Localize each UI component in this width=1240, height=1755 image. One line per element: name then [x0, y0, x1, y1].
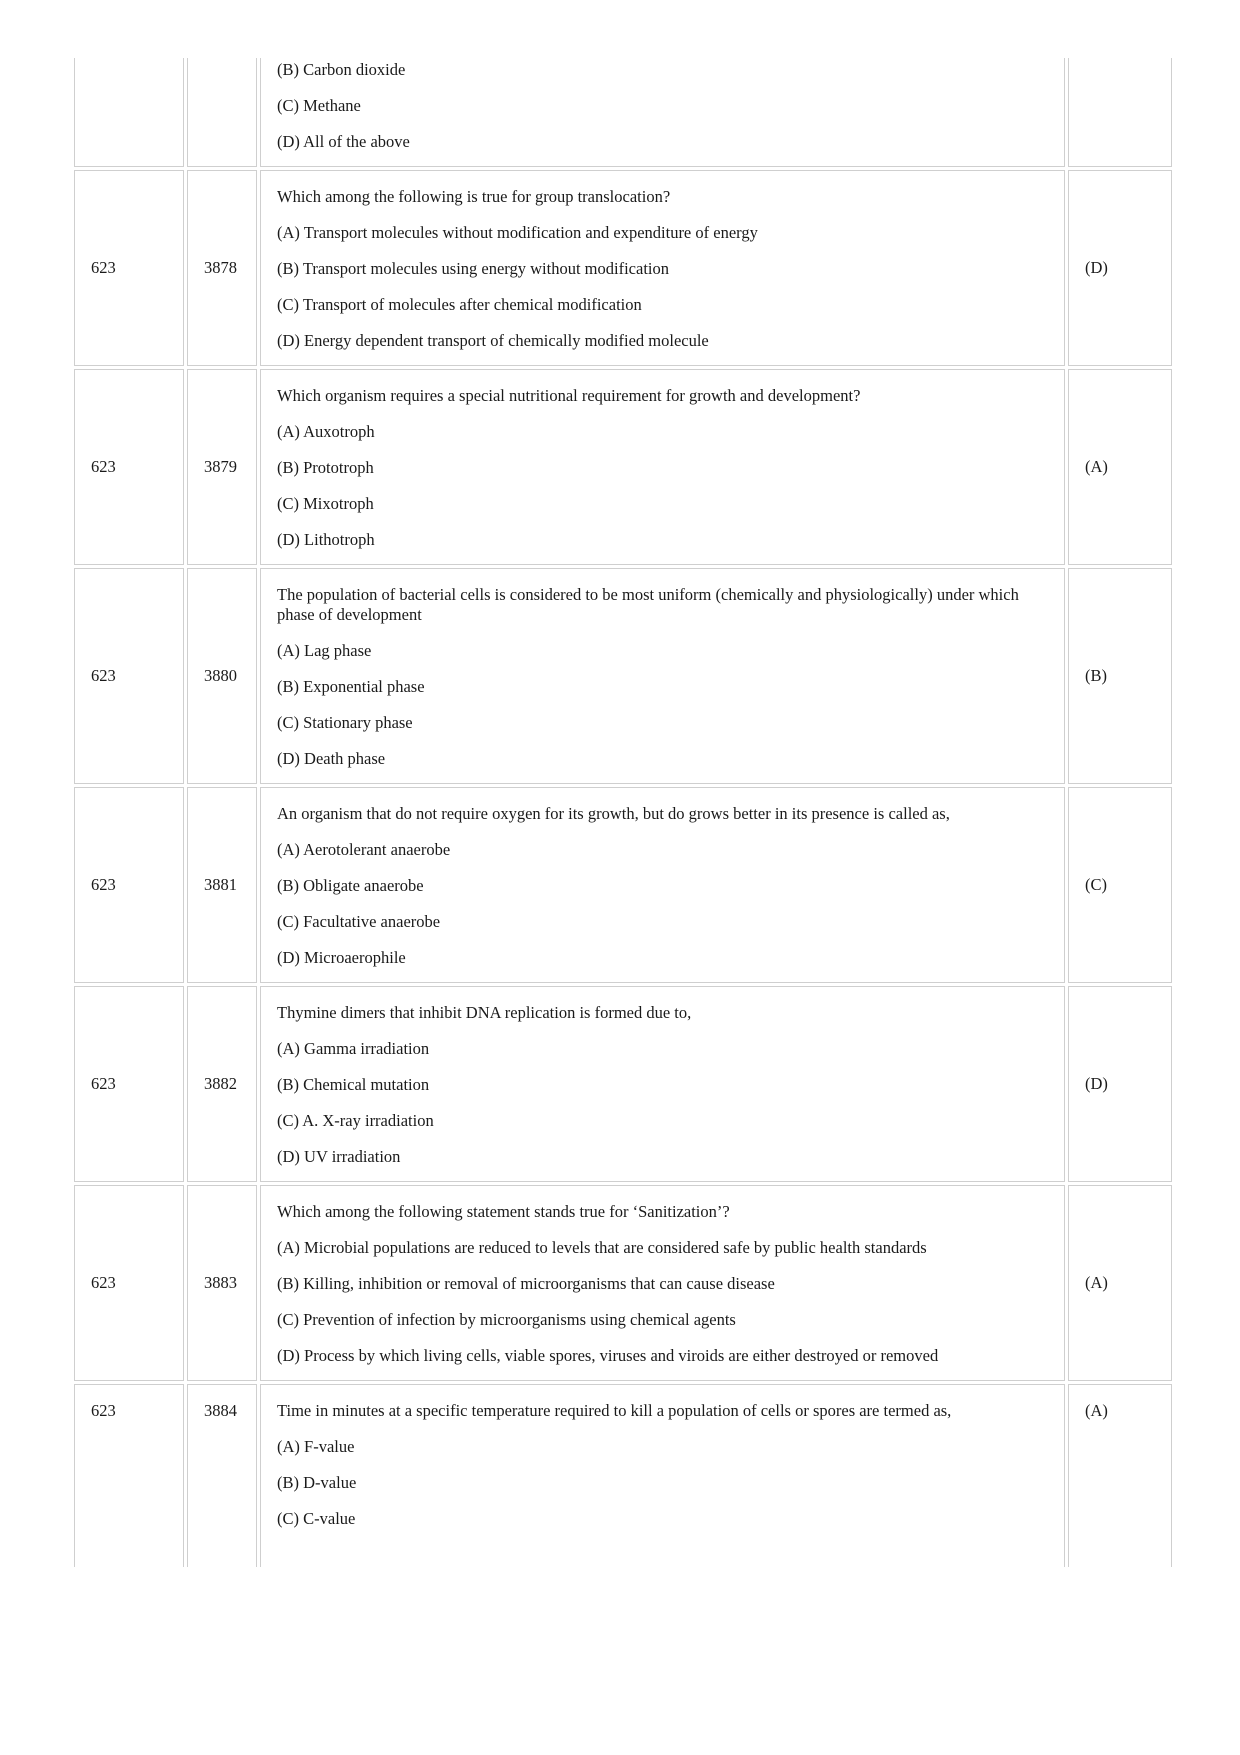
answer-cell: (D): [1068, 170, 1172, 366]
option-text: (B) Prototroph: [277, 458, 374, 477]
option-text: (D) UV irradiation: [277, 1147, 401, 1166]
question-text: Which among the following is true for group translocation?: [277, 187, 671, 206]
table-row: [74, 986, 1172, 1182]
question-number-cell: 3882: [187, 986, 257, 1182]
option-text: (C) C-value: [277, 1509, 356, 1528]
table-row: [74, 1384, 1172, 1567]
subject-code-cell: 623: [74, 170, 184, 366]
question-cell: [260, 986, 1065, 1182]
answer-cell: [1068, 58, 1172, 167]
table-row: [74, 568, 1172, 784]
option-text: (D) Energy dependent transport of chemically modified molecule: [277, 331, 709, 350]
question-cell: [260, 1384, 1065, 1567]
subject-code-cell: 623: [74, 986, 184, 1182]
option-text: (D) Death phase: [277, 749, 386, 768]
question-cell: [260, 787, 1065, 983]
question-text: Which organism requires a special nutritional requirement for growth and development?: [277, 386, 861, 405]
option-text: (B) Exponential phase: [277, 677, 425, 696]
option-text: (D) All of the above: [277, 132, 410, 151]
option-text: (A) Auxotroph: [277, 422, 375, 441]
question-number-cell: 3879: [187, 369, 257, 565]
option-text: (C) Transport of molecules after chemical modification: [277, 295, 642, 314]
question-number-cell: 3884: [187, 1384, 257, 1567]
subject-code-cell: 623: [74, 568, 184, 784]
answer-cell: (D): [1068, 986, 1172, 1182]
option-text: (A) Microbial populations are reduced to levels that are considered safe by public health standards: [277, 1238, 927, 1257]
option-text: (D) Process by which living cells, viable spores, viruses and viroids are either destroyed or removed: [277, 1346, 939, 1365]
option-spacer: [277, 1537, 1048, 1567]
option-text: (C) Mixotroph: [277, 494, 374, 513]
answer-cell: (A): [1068, 1384, 1172, 1567]
option-text: (C) Facultative anaerobe: [277, 912, 441, 931]
answer-cell: (B): [1068, 568, 1172, 784]
question-cell: [260, 1185, 1065, 1381]
option-text: (C) Stationary phase: [277, 713, 413, 732]
question-text: The population of bacterial cells is considered to be most uniform (chemically and physiologically) under which phase of development: [277, 585, 1019, 624]
table-row: [74, 170, 1172, 366]
option-text: (B) Killing, inhibition or removal of microorganisms that can cause disease: [277, 1274, 775, 1293]
option-text: (B) D-value: [277, 1473, 357, 1492]
question-number-cell: 3878: [187, 170, 257, 366]
question-cell: [260, 170, 1065, 366]
question-table: [74, 58, 1172, 1570]
option-text: (A) Lag phase: [277, 641, 372, 660]
question-text: Time in minutes at a specific temperature required to kill a population of cells or spores are termed as,: [277, 1401, 952, 1420]
subject-code-cell: [74, 58, 184, 167]
subject-code-cell: 623: [74, 369, 184, 565]
answer-cell: (A): [1068, 1185, 1172, 1381]
question-cell: [260, 369, 1065, 565]
option-text: (B) Transport molecules using energy without modification: [277, 259, 669, 278]
option-text: (D) Microaerophile: [277, 948, 406, 967]
answer-cell: (A): [1068, 369, 1172, 565]
option-text: (C) Methane: [277, 96, 361, 115]
option-text: (C) Prevention of infection by microorganisms using chemical agents: [277, 1310, 736, 1329]
question-text: An organism that do not require oxygen for its growth, but do grows better in its presence is called as,: [277, 804, 950, 823]
option-text: (A) Gamma irradiation: [277, 1039, 430, 1058]
option-text: (A) Transport molecules without modification and expenditure of energy: [277, 223, 758, 242]
question-cell: [260, 568, 1065, 784]
question-number-cell: 3880: [187, 568, 257, 784]
table-row: [74, 787, 1172, 983]
option-text: (A) F-value: [277, 1437, 355, 1456]
question-text: Which among the following statement stands true for ‘Sanitization’?: [277, 1202, 730, 1221]
option-text: (B) Obligate anaerobe: [277, 876, 424, 895]
subject-code-cell: 623: [74, 1384, 184, 1567]
question-number-cell: 3881: [187, 787, 257, 983]
table-row: [74, 369, 1172, 565]
option-text: (A) Aerotolerant anaerobe: [277, 840, 451, 859]
option-text: (B) Chemical mutation: [277, 1075, 430, 1094]
option-text: (D) Lithotroph: [277, 530, 375, 549]
option-text: (B) Carbon dioxide: [277, 60, 406, 79]
table-row: [74, 1185, 1172, 1381]
question-number-cell: [187, 58, 257, 167]
question-cell: [260, 58, 1065, 167]
subject-code-cell: 623: [74, 787, 184, 983]
table-row: [74, 58, 1172, 167]
option-text: (C) A. X-ray irradiation: [277, 1111, 434, 1130]
question-number-cell: 3883: [187, 1185, 257, 1381]
question-text: Thymine dimers that inhibit DNA replication is formed due to,: [277, 1003, 692, 1022]
subject-code-cell: 623: [74, 1185, 184, 1381]
answer-cell: (C): [1068, 787, 1172, 983]
